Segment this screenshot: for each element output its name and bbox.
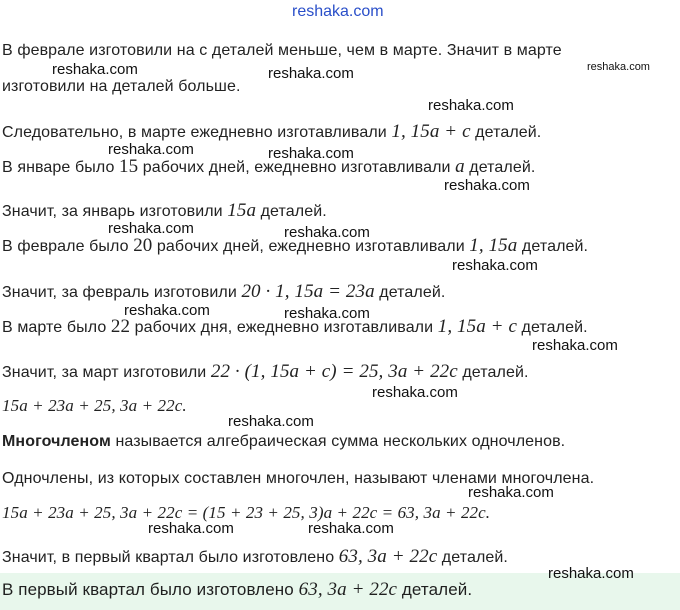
line-8-text: В марте было <box>2 319 111 336</box>
watermark: reshaka.com <box>284 224 370 241</box>
text-line-9 <box>2 362 529 383</box>
watermark: reshaka.com <box>228 413 314 430</box>
watermark: reshaka.com <box>292 3 384 20</box>
line-1-text: В феврале изготовили на c деталей меньше, чем в марте. Значит в марте <box>2 42 562 59</box>
line-4-tail: деталей. <box>464 159 536 176</box>
text-line-5 <box>2 201 327 222</box>
line-6-tail: деталей. <box>517 238 589 255</box>
line-7-tail: деталей. <box>374 284 446 301</box>
watermark: reshaka.com <box>108 220 194 237</box>
watermark: reshaka.com <box>452 257 538 274</box>
line-5-math: 15a <box>227 200 257 221</box>
answer-text: В первый квартал было изготовлено <box>2 580 299 599</box>
line-7-text: Значит, за февраль изготовили <box>2 284 242 301</box>
watermark: reshaka.com <box>532 337 618 354</box>
line-6-text: В феврале было <box>2 238 134 255</box>
line-6-math: 1, 15a <box>469 235 518 256</box>
line-5-tail: деталей. <box>256 203 327 220</box>
line-9-text: Значит, за март изготовили <box>2 364 211 381</box>
watermark: reshaka.com <box>108 141 194 158</box>
term-polynomial: Многочленом <box>2 433 111 450</box>
line-9-math: 22 · (1, 15a + c) = 25, 3a + 22c <box>210 361 458 382</box>
text-line-2 <box>2 77 241 97</box>
watermark: reshaka.com <box>268 145 354 162</box>
answer-line <box>2 580 472 600</box>
line-6-number: 20 <box>133 235 153 256</box>
line-7-math: 20 · 1, 15a = 23a <box>241 281 375 302</box>
line-3-tail: деталей. <box>470 124 542 141</box>
line-4-text: В январе было <box>2 159 120 176</box>
line-10-math: 15a + 23a + 25, 3a + 22c. <box>2 396 187 415</box>
text-line-11 <box>2 432 565 452</box>
line-4-mid: рабочих дней, ежедневно изготавливали <box>138 159 456 176</box>
watermark: reshaka.com <box>308 520 394 537</box>
line-11-text: называется алгебраическая сумма нескольких одночленов. <box>110 433 566 450</box>
answer-tail: деталей. <box>397 580 473 599</box>
text-line-13 <box>2 503 490 524</box>
watermark: reshaka.com <box>587 61 650 73</box>
line-8-tail: деталей. <box>516 319 588 336</box>
line-14-tail: деталей. <box>437 549 508 566</box>
text-line-3 <box>2 122 541 143</box>
line-3-math: 1, 15a + c <box>391 121 471 142</box>
text-line-14 <box>2 547 508 568</box>
line-8-mid: рабочих дня, ежедневно изготавливали <box>130 319 438 336</box>
line-12-text: Одночлены, из которых составлен многочлен, называют членами многочлена. <box>2 470 595 487</box>
watermark: reshaka.com <box>124 302 210 319</box>
line-8-math: 1, 15a + c <box>437 316 517 337</box>
watermark: reshaka.com <box>284 305 370 322</box>
line-2-text: изготовили на деталей больше. <box>2 78 241 95</box>
line-4-number: 15 <box>119 156 139 177</box>
line-14-text: Значит, в первый квартал было изготовлено <box>2 549 339 566</box>
line-5-text: Значит, за январь изготовили <box>2 203 228 220</box>
line-8-number: 22 <box>110 316 131 337</box>
text-line-1 <box>2 41 562 61</box>
watermark: reshaka.com <box>468 484 554 501</box>
watermark: reshaka.com <box>372 384 458 401</box>
watermark: reshaka.com <box>148 520 234 537</box>
line-9-tail: деталей. <box>457 364 529 381</box>
answer-math: 63, 3a + 22c <box>298 579 398 600</box>
line-13-math: 15a + 23a + 25, 3a + 22c = (15 + 23 + 25, 3)a + 22c = 63, 3a + 22c. <box>2 503 491 522</box>
watermark: reshaka.com <box>444 177 530 194</box>
watermark: reshaka.com <box>52 61 138 78</box>
watermark: reshaka.com <box>268 65 354 82</box>
line-6-mid: рабочих дней, ежедневно изготавливали <box>152 238 470 255</box>
text-line-7 <box>2 282 445 303</box>
watermark: reshaka.com <box>548 565 634 582</box>
line-4-variable: a <box>455 156 465 177</box>
watermark: reshaka.com <box>428 97 514 114</box>
line-3-text: Следовательно, в марте ежедневно изготавливали <box>2 124 392 141</box>
line-14-math: 63, 3a + 22c <box>338 546 438 567</box>
text-line-10 <box>2 396 187 417</box>
